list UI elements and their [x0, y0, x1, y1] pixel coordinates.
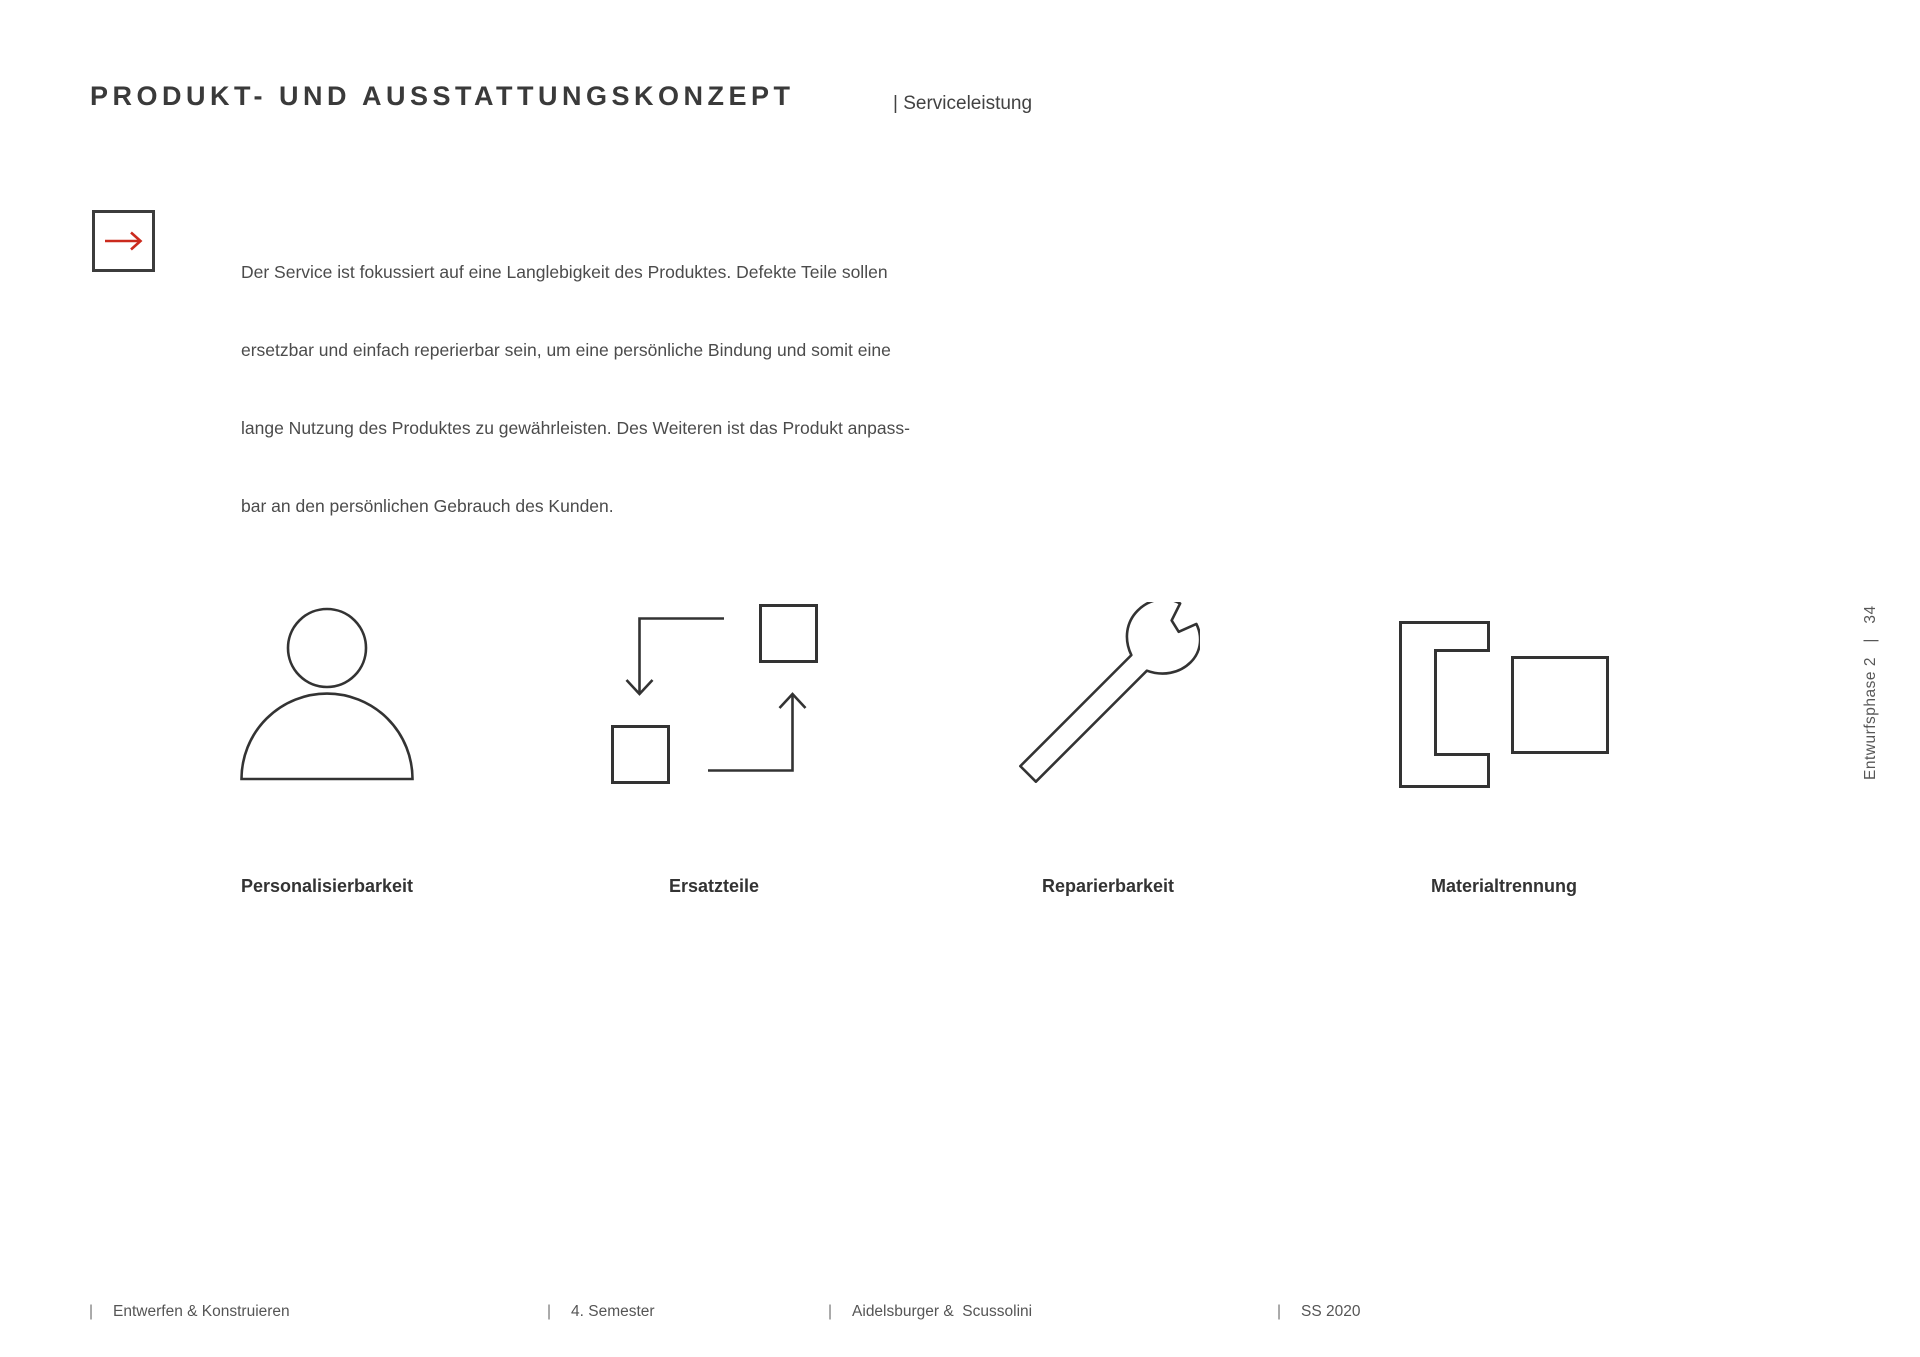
footer-label: 4. Semester — [571, 1303, 655, 1320]
arrow-right-icon — [95, 213, 152, 269]
footer-label: SS 2020 — [1301, 1303, 1361, 1320]
page-title: PRODUKT- UND AUSSTATTUNGSKONZEPT — [90, 81, 795, 111]
page-subtitle: | Serviceleistung — [893, 93, 1033, 114]
feature-label: Reparierbarkeit — [1041, 876, 1175, 896]
intro-marker-box — [92, 210, 155, 272]
wrench-icon — [1016, 602, 1200, 786]
footer-divider: | — [1277, 1303, 1282, 1320]
feature-ersatzteile — [594, 598, 834, 897]
footer-item-authors — [828, 1303, 1032, 1321]
footer-item-term — [1277, 1303, 1361, 1321]
side-page-marker: Entwurfsphase 2 | 34 — [1862, 605, 1879, 780]
feature-label: Ersatzteile — [668, 876, 760, 896]
material-separation-icon — [1399, 621, 1609, 788]
footer-item-semester — [547, 1303, 655, 1321]
footer-divider: | — [828, 1303, 833, 1320]
feature-personalisierbarkeit — [207, 598, 447, 897]
footer-divider: | — [89, 1303, 94, 1320]
footer-divider: | — [547, 1303, 552, 1320]
intro-line: ersetzbar und einfach reperierbar sein, um eine persönliche Bindung und somit eine — [241, 340, 891, 360]
feature-label: Personalisierbarkeit — [240, 876, 414, 896]
feature-materialtrennung — [1384, 598, 1624, 897]
icon-wrap — [594, 598, 834, 790]
feature-label: Materialtrennung — [1430, 876, 1577, 896]
intro-paragraph — [241, 207, 910, 571]
footer-item-course — [89, 1303, 290, 1321]
icon-wrap — [1384, 598, 1624, 790]
intro-line: bar an den persönlichen Gebrauch des Kunden. — [241, 496, 614, 516]
feature-reparierbarkeit — [988, 598, 1228, 897]
footer-label: Entwerfen & Konstruieren — [113, 1303, 290, 1320]
footer-label: Aidelsburger & Scussolini — [852, 1303, 1033, 1320]
icon-wrap — [207, 598, 447, 790]
person-icon — [240, 607, 414, 781]
intro-line: lange Nutzung des Produktes zu gewährleisten. Des Weiteren ist das Produkt anpass- — [241, 418, 910, 438]
intro-line: Der Service ist fokussiert auf eine Langlebigkeit des Produktes. Defekte Teile sollen — [241, 262, 888, 282]
swap-parts-icon — [611, 604, 818, 784]
icon-wrap — [988, 598, 1228, 790]
